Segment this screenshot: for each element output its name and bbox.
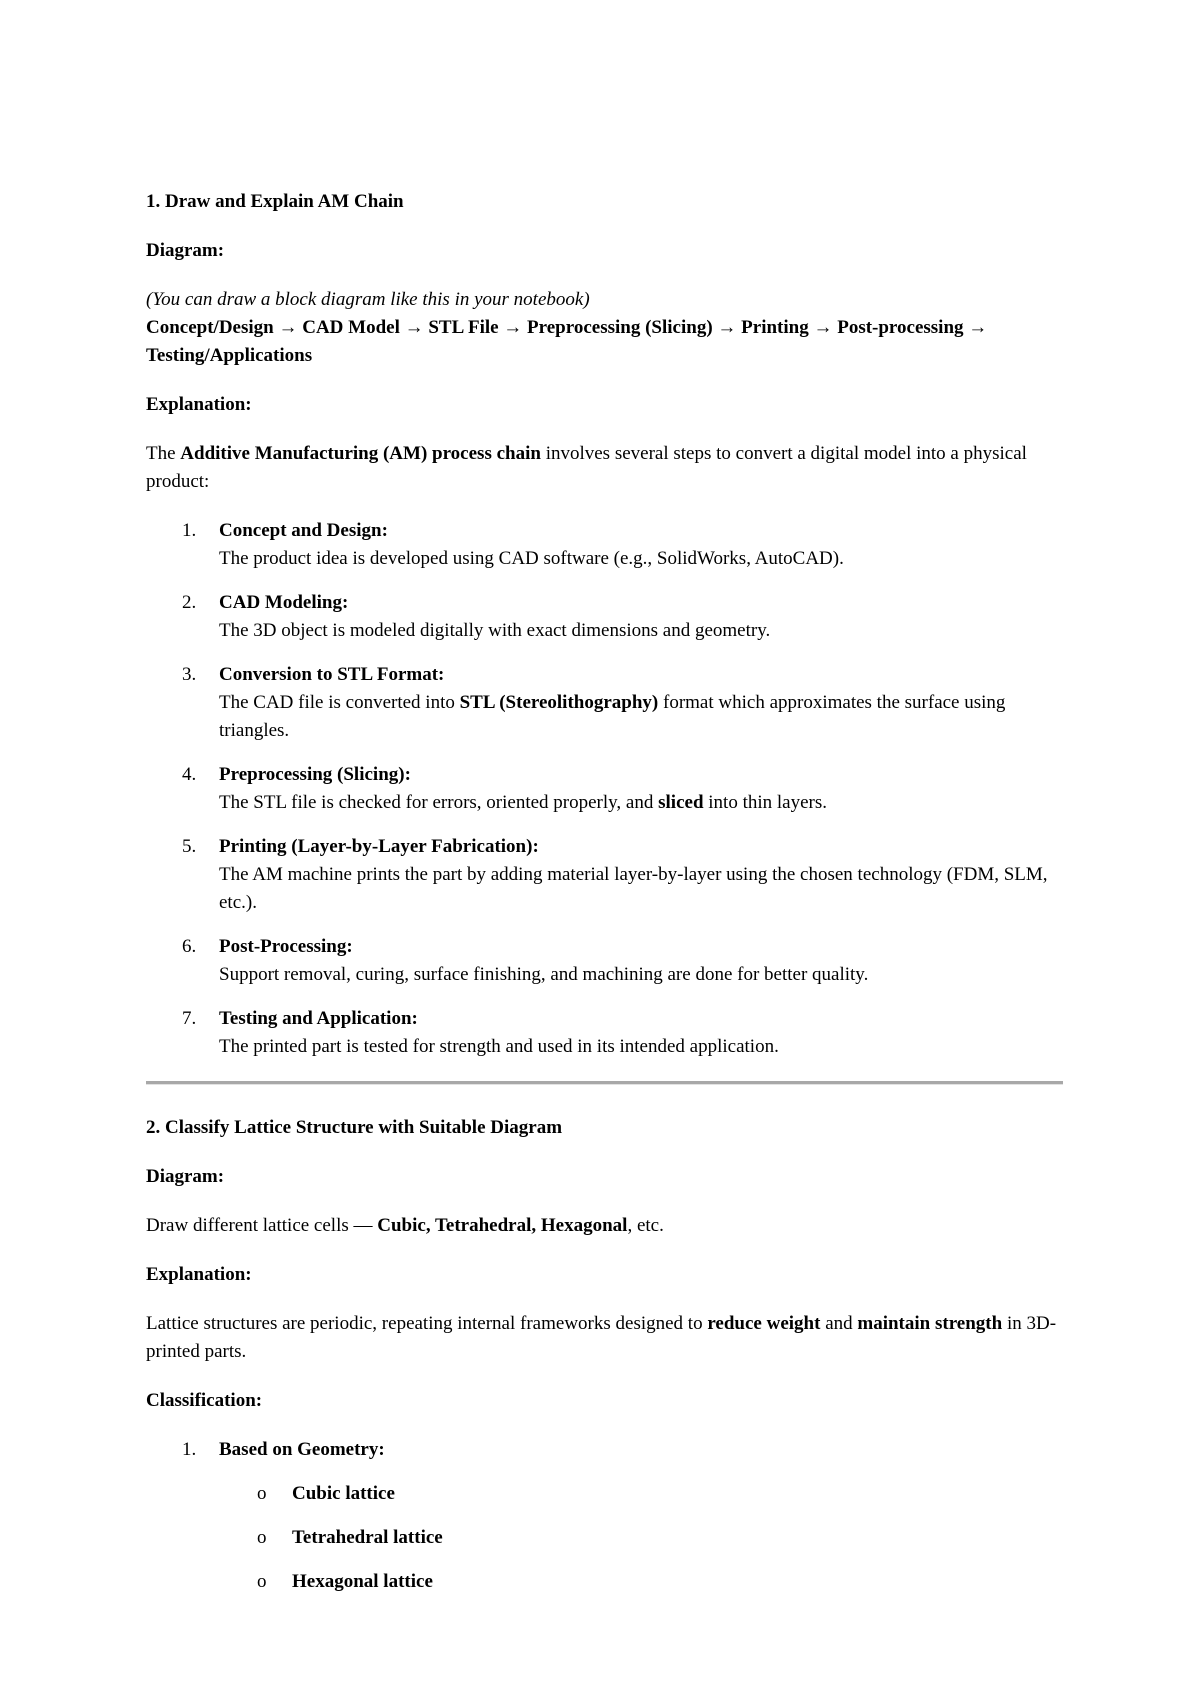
list-item <box>146 1568 1066 1596</box>
list-item <box>146 833 1066 917</box>
list-number: 4. <box>182 764 197 785</box>
step-text-post: into thin layers. <box>703 792 827 813</box>
list-number: 1. <box>182 520 197 541</box>
step-text-pre: The CAD file is converted into <box>219 692 460 713</box>
expl-pre: Lattice structures are periodic, repeating internal frameworks designed to <box>146 1313 708 1334</box>
step-text-pre: The STL file is checked for errors, oriented properly, and <box>219 792 659 813</box>
bullet-marker: o <box>257 1483 267 1504</box>
list-number: 1. <box>182 1439 197 1460</box>
list-number: 5. <box>182 836 197 857</box>
list-item <box>146 1480 1066 1508</box>
list-item <box>146 1436 1066 1464</box>
geometry-sublist <box>146 1480 1066 1596</box>
step-text-bold: STL (Stereolithography) <box>459 692 659 713</box>
sub-item: Tetrahedral lattice <box>292 1527 443 1548</box>
bullet-marker: o <box>257 1527 267 1548</box>
step-title: Preprocessing (Slicing): <box>219 764 411 785</box>
section1-diagram-label: Diagram: <box>146 240 225 261</box>
classification-list <box>146 1436 1066 1464</box>
list-item <box>146 661 1066 745</box>
list-number: 3. <box>182 664 197 685</box>
step-title: Conversion to STL Format: <box>219 664 445 685</box>
list-item <box>146 517 1066 573</box>
sub-item: Hexagonal lattice <box>292 1571 433 1592</box>
list-item <box>146 1524 1066 1552</box>
section2-title: 2. Classify Lattice Structure with Suitable Diagram <box>146 1117 563 1138</box>
section2-diagram-text <box>146 1212 1066 1240</box>
step-title: Concept and Design: <box>219 520 388 541</box>
section2-explanation-label: Explanation: <box>146 1264 252 1285</box>
step-text-post: format which approximates the surface using triangles. <box>219 692 1006 741</box>
list-item <box>146 761 1066 817</box>
document-page <box>146 188 1066 1612</box>
step-text: The AM machine prints the part by adding material layer-by-layer using the chosen technology (FDM, SLM, etc.). <box>219 864 1048 913</box>
intro-bold: Additive Manufacturing (AM) process chain <box>180 443 541 464</box>
list-item <box>146 589 1066 645</box>
step-text: The 3D object is modeled digitally with exact dimensions and geometry. <box>219 620 771 641</box>
horizontal-divider <box>146 1081 1063 1085</box>
section2-explanation-text <box>146 1310 1066 1366</box>
step-text: The printed part is tested for strength and used in its intended application. <box>219 1036 779 1057</box>
step-title: Printing (Layer-by-Layer Fabrication): <box>219 836 539 857</box>
diagram-post: , etc. <box>627 1215 664 1236</box>
list-number: 7. <box>182 1008 197 1029</box>
section1-intro <box>146 440 1066 496</box>
class-title: Based on Geometry: <box>219 1439 385 1460</box>
am-chain-steps <box>146 517 1066 1061</box>
step-text: The product idea is developed using CAD software (e.g., SolidWorks, AutoCAD). <box>219 548 844 569</box>
expl-post: in 3D-printed parts. <box>146 1313 1057 1362</box>
section1-chain: Concept/Design → CAD Model → STL File → Preprocessing (Slicing) → Printing → Post-processing → Testing/Applications <box>146 317 988 366</box>
classification-label: Classification: <box>146 1390 263 1411</box>
expl-bold-1: reduce weight <box>707 1313 821 1334</box>
intro-post: involves several steps to convert a digital model into a physical product: <box>146 443 1027 492</box>
section2-diagram-label: Diagram: <box>146 1166 225 1187</box>
bullet-marker: o <box>257 1571 267 1592</box>
sub-item: Cubic lattice <box>292 1483 395 1504</box>
step-text: Support removal, curing, surface finishing, and machining are done for better quality. <box>219 964 869 985</box>
step-title: CAD Modeling: <box>219 592 349 613</box>
diagram-bold: Cubic, Tetrahedral, Hexagonal <box>377 1215 628 1236</box>
section1-title: 1. Draw and Explain AM Chain <box>146 191 404 212</box>
list-item <box>146 933 1066 989</box>
section1-diagram-note: (You can draw a block diagram like this in your notebook) <box>146 289 590 310</box>
list-number: 2. <box>182 592 197 613</box>
diagram-pre: Draw different lattice cells — <box>146 1215 378 1236</box>
step-title: Post-Processing: <box>219 936 353 957</box>
step-title: Testing and Application: <box>219 1008 418 1029</box>
list-number: 6. <box>182 936 197 957</box>
step-text-bold: sliced <box>658 792 704 813</box>
intro-pre: The <box>146 443 181 464</box>
expl-bold-2: maintain strength <box>857 1313 1003 1334</box>
expl-mid: and <box>820 1313 858 1334</box>
list-item <box>146 1005 1066 1061</box>
section1-explanation-label: Explanation: <box>146 394 252 415</box>
